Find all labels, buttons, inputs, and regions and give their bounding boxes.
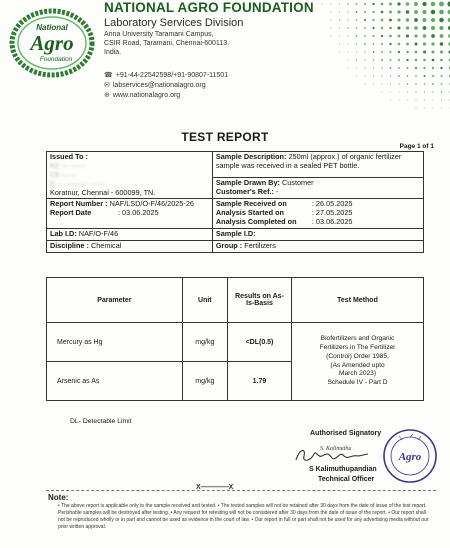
address-line: India. [104,49,122,56]
decorative-dot [440,59,443,62]
decorative-dot [389,19,392,22]
decorative-dot [407,91,408,92]
decorative-dot [407,100,408,101]
decorative-dot [431,34,435,38]
decorative-dot [356,76,357,77]
decorative-dot [423,34,426,37]
decorative-dot [431,26,435,30]
decorative-dot [364,19,366,21]
started-value: : 27.05.2025 [311,208,353,218]
decorative-dot [389,51,391,53]
sample-drawn-cell [212,178,423,199]
decorative-dot [414,18,418,22]
report-date-label: Report Date [50,208,92,218]
decorative-dot-pattern [318,0,450,112]
header-method: Test Method [292,278,424,323]
decorative-dot [339,20,340,21]
decorative-dot [381,3,384,6]
decorative-dot [390,100,391,101]
decorative-dot [440,67,442,69]
decorative-dot [364,59,365,60]
report-info-table [46,151,424,253]
decorative-dot [406,43,409,46]
report-date-value: : 03.06.2025 [118,208,159,218]
decorative-dot [431,2,436,7]
test-method-cell [292,323,424,401]
decorative-dot [348,52,349,53]
decorative-dot [397,10,400,13]
decorative-dot [365,84,366,85]
decorative-dot [440,50,443,53]
foundation-stamp [382,428,438,484]
decorative-dot [373,59,374,60]
page-number: Page 1 of 1 [399,143,434,150]
decorative-dot [356,68,357,69]
method-line: Biofertilizers and Organic [320,334,395,342]
completed-label: Analysis Completed on [215,217,297,227]
decorative-dot [364,43,366,45]
decorative-dot [422,18,426,22]
note-text: • The above report is applicable only to the sample received and tested. • The tested samples will not be retained after 30 days from the date of issue of the test report. Perishable samples will be destroyed after testing. • Any request for retesting will not be considered after 30 days from the date of issue of the report. • Our report shall not be reproduced wholly or in part and cannot be used as evidence in the court of law. • Our report in full or part shall not be used for any advertising media without our prior written approval. [58,503,429,530]
website-row [104,91,180,99]
method-line: March 2023) [339,370,377,378]
decorative-dot [398,75,399,76]
received-value: : 26.05.2025 [311,199,353,209]
decorative-dot [356,43,357,44]
group-value: Fertilizers [244,241,276,251]
logo-text-main: Agro [30,31,74,55]
decorative-dot [373,51,375,53]
email-icon: ✉ [104,82,110,89]
decorative-dot [339,11,340,12]
decorative-dot [347,11,348,12]
decorative-dot [431,18,435,22]
decorative-dot [399,100,400,101]
result-cell: 1.79 [227,362,291,401]
decorative-dot [373,43,375,45]
stamp-text: Agro [398,451,422,463]
decorative-dot [432,75,434,77]
decorative-dot [339,36,340,37]
email-address: labservices@nationalagro.org [112,81,206,89]
decorative-dot [381,43,383,45]
header-parameter: Parameter [47,278,183,323]
issued-to-line: C6 —— [50,169,76,179]
decorative-dot [381,19,384,22]
decorative-dot [397,18,400,21]
result-cell: <DL(0.5) [227,323,291,362]
decorative-dot [373,84,374,85]
address-line: CSIR Road, Taramani, Chennai-600113. [104,40,230,47]
decorative-dot [356,60,357,61]
decorative-dot [339,44,340,45]
decorative-dot [416,100,417,101]
decorative-dot [398,43,401,46]
decorative-dot [432,83,434,85]
unit-cell: mg/kg [182,362,227,401]
decorative-dot [423,26,427,30]
decorative-dot [415,51,418,54]
decorative-dot [406,59,408,61]
decorative-dot [331,12,332,13]
address-line: Anna University Taramani Campus, [104,31,214,38]
decorative-dot [389,35,392,38]
decorative-dot [424,91,425,92]
decorative-dot [373,35,375,37]
method-line: (As Amended upto [330,361,385,369]
decorative-dot [381,35,383,37]
decorative-dot [432,51,435,54]
decorative-dot [389,43,391,45]
analysis-dates-cell [212,199,423,229]
parameter-cell: Arsenic as As [47,362,183,401]
decorative-dot [398,51,400,53]
decorative-dot [398,83,399,84]
discipline-cell [47,241,213,253]
report-title: TEST REPORT [181,130,269,144]
decorative-dot [414,42,417,45]
decorative-dot [364,27,366,29]
decorative-dot [381,59,383,61]
issued-to-label: Issued To : [50,152,88,161]
decorative-dot [381,27,383,29]
decorative-dot [407,75,409,77]
decorative-dot [398,35,401,38]
method-line: Fertilizers in The Fertilizer [319,343,396,351]
header-results: Results on As-Is-Basis [227,278,291,323]
decorative-dot [431,42,434,45]
decorative-dot [372,19,374,21]
decorative-dot [441,83,443,85]
signature-scribble: S. Kalimuthu [320,446,352,452]
decorative-dot [389,27,392,30]
decorative-dot [331,36,332,37]
decorative-dot [390,59,392,61]
parameter-cell: Mercury as Hg [47,323,183,362]
decorative-dot [339,52,340,53]
decorative-dot [422,2,426,6]
logo-text-bottom: Foundation [39,56,73,63]
sample-description-cell [212,152,423,178]
decorative-dot [364,35,366,37]
decorative-dot [390,92,391,93]
decorative-dot [339,28,340,29]
decorative-dot [381,67,382,68]
decorative-dot [390,67,392,69]
issued-to-cell [47,152,213,199]
decorative-dot [423,42,426,45]
decorative-dot [433,108,434,109]
group-cell [212,241,423,253]
decorative-dot [439,10,444,15]
decorative-dot [440,42,443,45]
decorative-dot [406,34,409,37]
decorative-dot [347,27,348,28]
header-unit: Unit [182,278,227,323]
decorative-dot [356,27,358,29]
decorative-dot [414,2,418,6]
decorative-dot [432,67,434,69]
decorative-dot [348,44,349,45]
group-label: Group : [215,241,243,251]
sample-id-cell [212,229,423,241]
decorative-dot [356,11,358,13]
issued-to-line: Koratnur, Chennai - 600099, TN. [50,187,156,197]
decorative-dot [381,75,382,76]
decorative-dot [406,10,410,14]
decorative-dot [399,92,400,93]
signatory-designation: Technical Officer [318,476,375,483]
unit-cell: mg/kg [182,323,227,362]
decorative-dot [364,3,366,5]
lab-id-label: Lab I.D: [50,229,77,239]
decorative-dot [406,2,410,6]
decorative-dot [347,3,348,4]
received-label: Sample Received on [215,199,287,209]
decorative-dot [424,83,426,85]
decorative-dot [424,100,425,101]
decorative-dot [381,11,384,14]
decorative-dot [416,108,417,109]
decorative-dot [389,3,392,6]
sample-id-label: Sample I.D: [215,229,256,239]
decorative-dot [424,108,425,109]
organization-name: NATIONAL AGRO FOUNDATION [104,0,314,15]
detectable-limit-note: DL- Detectable Limit [70,418,132,425]
decorative-dot [348,68,349,69]
note-title: Note: [48,493,69,502]
decorative-dot [440,34,444,38]
issued-to-line: K2 — —— [50,160,85,170]
decorative-dot [424,75,426,77]
lab-id-value: NAF/O-F/46 [78,229,119,239]
report-number-cell [47,199,213,229]
decorative-dot [415,67,417,69]
decorative-dot [322,4,323,5]
phone-number: +91-44-22542598/+91-90807-11501 [115,71,229,79]
results-table [46,277,424,401]
report-number-label: Report Number : [50,199,108,209]
decorative-dot [433,100,434,101]
division-name: Laboratory Services Division [104,17,244,29]
logo-text-top: National [36,23,68,32]
decorative-dot [331,4,332,5]
decorative-dot [348,60,349,61]
customer-ref-label: Customer's Ref.: [215,186,274,196]
drawn-by-value: Customer [281,178,314,187]
discipline-label: Discipline : [50,241,89,251]
decorative-dot [390,75,391,76]
decorative-dot [347,19,348,20]
decorative-dot [382,92,383,93]
decorative-dot [390,83,391,84]
decorative-dot [407,67,409,69]
decorative-dot [415,75,417,77]
decorative-dot [331,28,332,29]
decorative-dot [356,51,357,52]
end-of-report-mark: X————X [196,484,234,491]
lab-id-cell [47,229,213,241]
decorative-dot [373,67,374,68]
decorative-dot [364,11,366,13]
decorative-dot [441,108,442,109]
decorative-dot [372,27,374,29]
decorative-dot [415,59,417,61]
decorative-dot [439,2,444,7]
decorative-dot [397,2,400,5]
decorative-dot [397,26,400,29]
decorative-dot [439,26,443,30]
table-row [47,323,424,362]
decorative-dot [441,91,442,92]
decorative-dot [372,3,374,5]
decorative-dot [331,20,332,21]
decorative-dot [414,26,418,30]
decorative-dot [347,35,348,36]
decorative-dot [389,11,392,14]
decorative-dot [414,34,417,37]
sample-description-label: Sample Description: [215,152,287,161]
email-row [104,81,206,89]
decorative-dot [356,35,357,36]
method-line: (Control) Order 1985, [326,352,389,360]
authorised-signatory-label: Authorised Signatory [310,430,382,437]
issued-to-line: K — ——— —— . [50,178,109,188]
decorative-dot [356,3,358,5]
decorative-dot [406,26,409,29]
decorative-dot [441,100,442,101]
decorative-dot [407,83,408,84]
sample-description-value: 250ml (approx.) of organic fertilizer sample was received in a sealed PET bottle. [215,152,402,170]
decorative-dot [414,10,418,14]
decorative-dot [398,59,400,61]
decorative-dot [432,59,435,62]
decorative-dot [423,51,426,54]
decorative-dot [440,75,442,77]
decorative-dot [431,10,435,14]
handwritten-signature [292,442,372,468]
phone-row [104,71,228,79]
customer-ref-value: - [276,186,279,196]
completed-value: : 03.06.2025 [311,217,353,227]
signatory-name: S Kalimuthupandian [309,466,377,473]
decorative-dot [381,51,383,53]
decorative-dot [365,76,366,77]
decorative-dot [382,84,383,85]
decorative-dot [398,67,400,69]
decorative-dot [415,91,416,92]
report-number-value: NAF/LSD/O-F/46/2025-26 [109,199,194,209]
decorative-dot [406,51,409,54]
decorative-dot [356,19,358,21]
decorative-dot [423,59,426,62]
decorative-dot [423,67,425,69]
globe-icon: ⊕ [104,92,110,99]
decorative-dot [364,51,365,52]
national-agro-foundation-logo [6,6,98,80]
decorative-dot [432,91,433,92]
discipline-value: Chemical [90,241,122,251]
drawn-by-label: Sample Drawn By: [215,178,280,187]
decorative-dot [339,3,340,4]
website-url: www.nationalagro.org [112,91,181,99]
decorative-dot [372,11,374,13]
decorative-dot [415,83,416,84]
decorative-dot [406,18,409,21]
method-line: Schedule IV - Part D [327,379,388,387]
decorative-dot [365,68,366,69]
started-label: Analysis Started on [215,208,284,218]
decorative-dot [373,76,374,77]
decorative-dot [439,18,443,22]
phone-icon: ☎ [104,72,113,79]
decorative-dot [422,10,426,14]
